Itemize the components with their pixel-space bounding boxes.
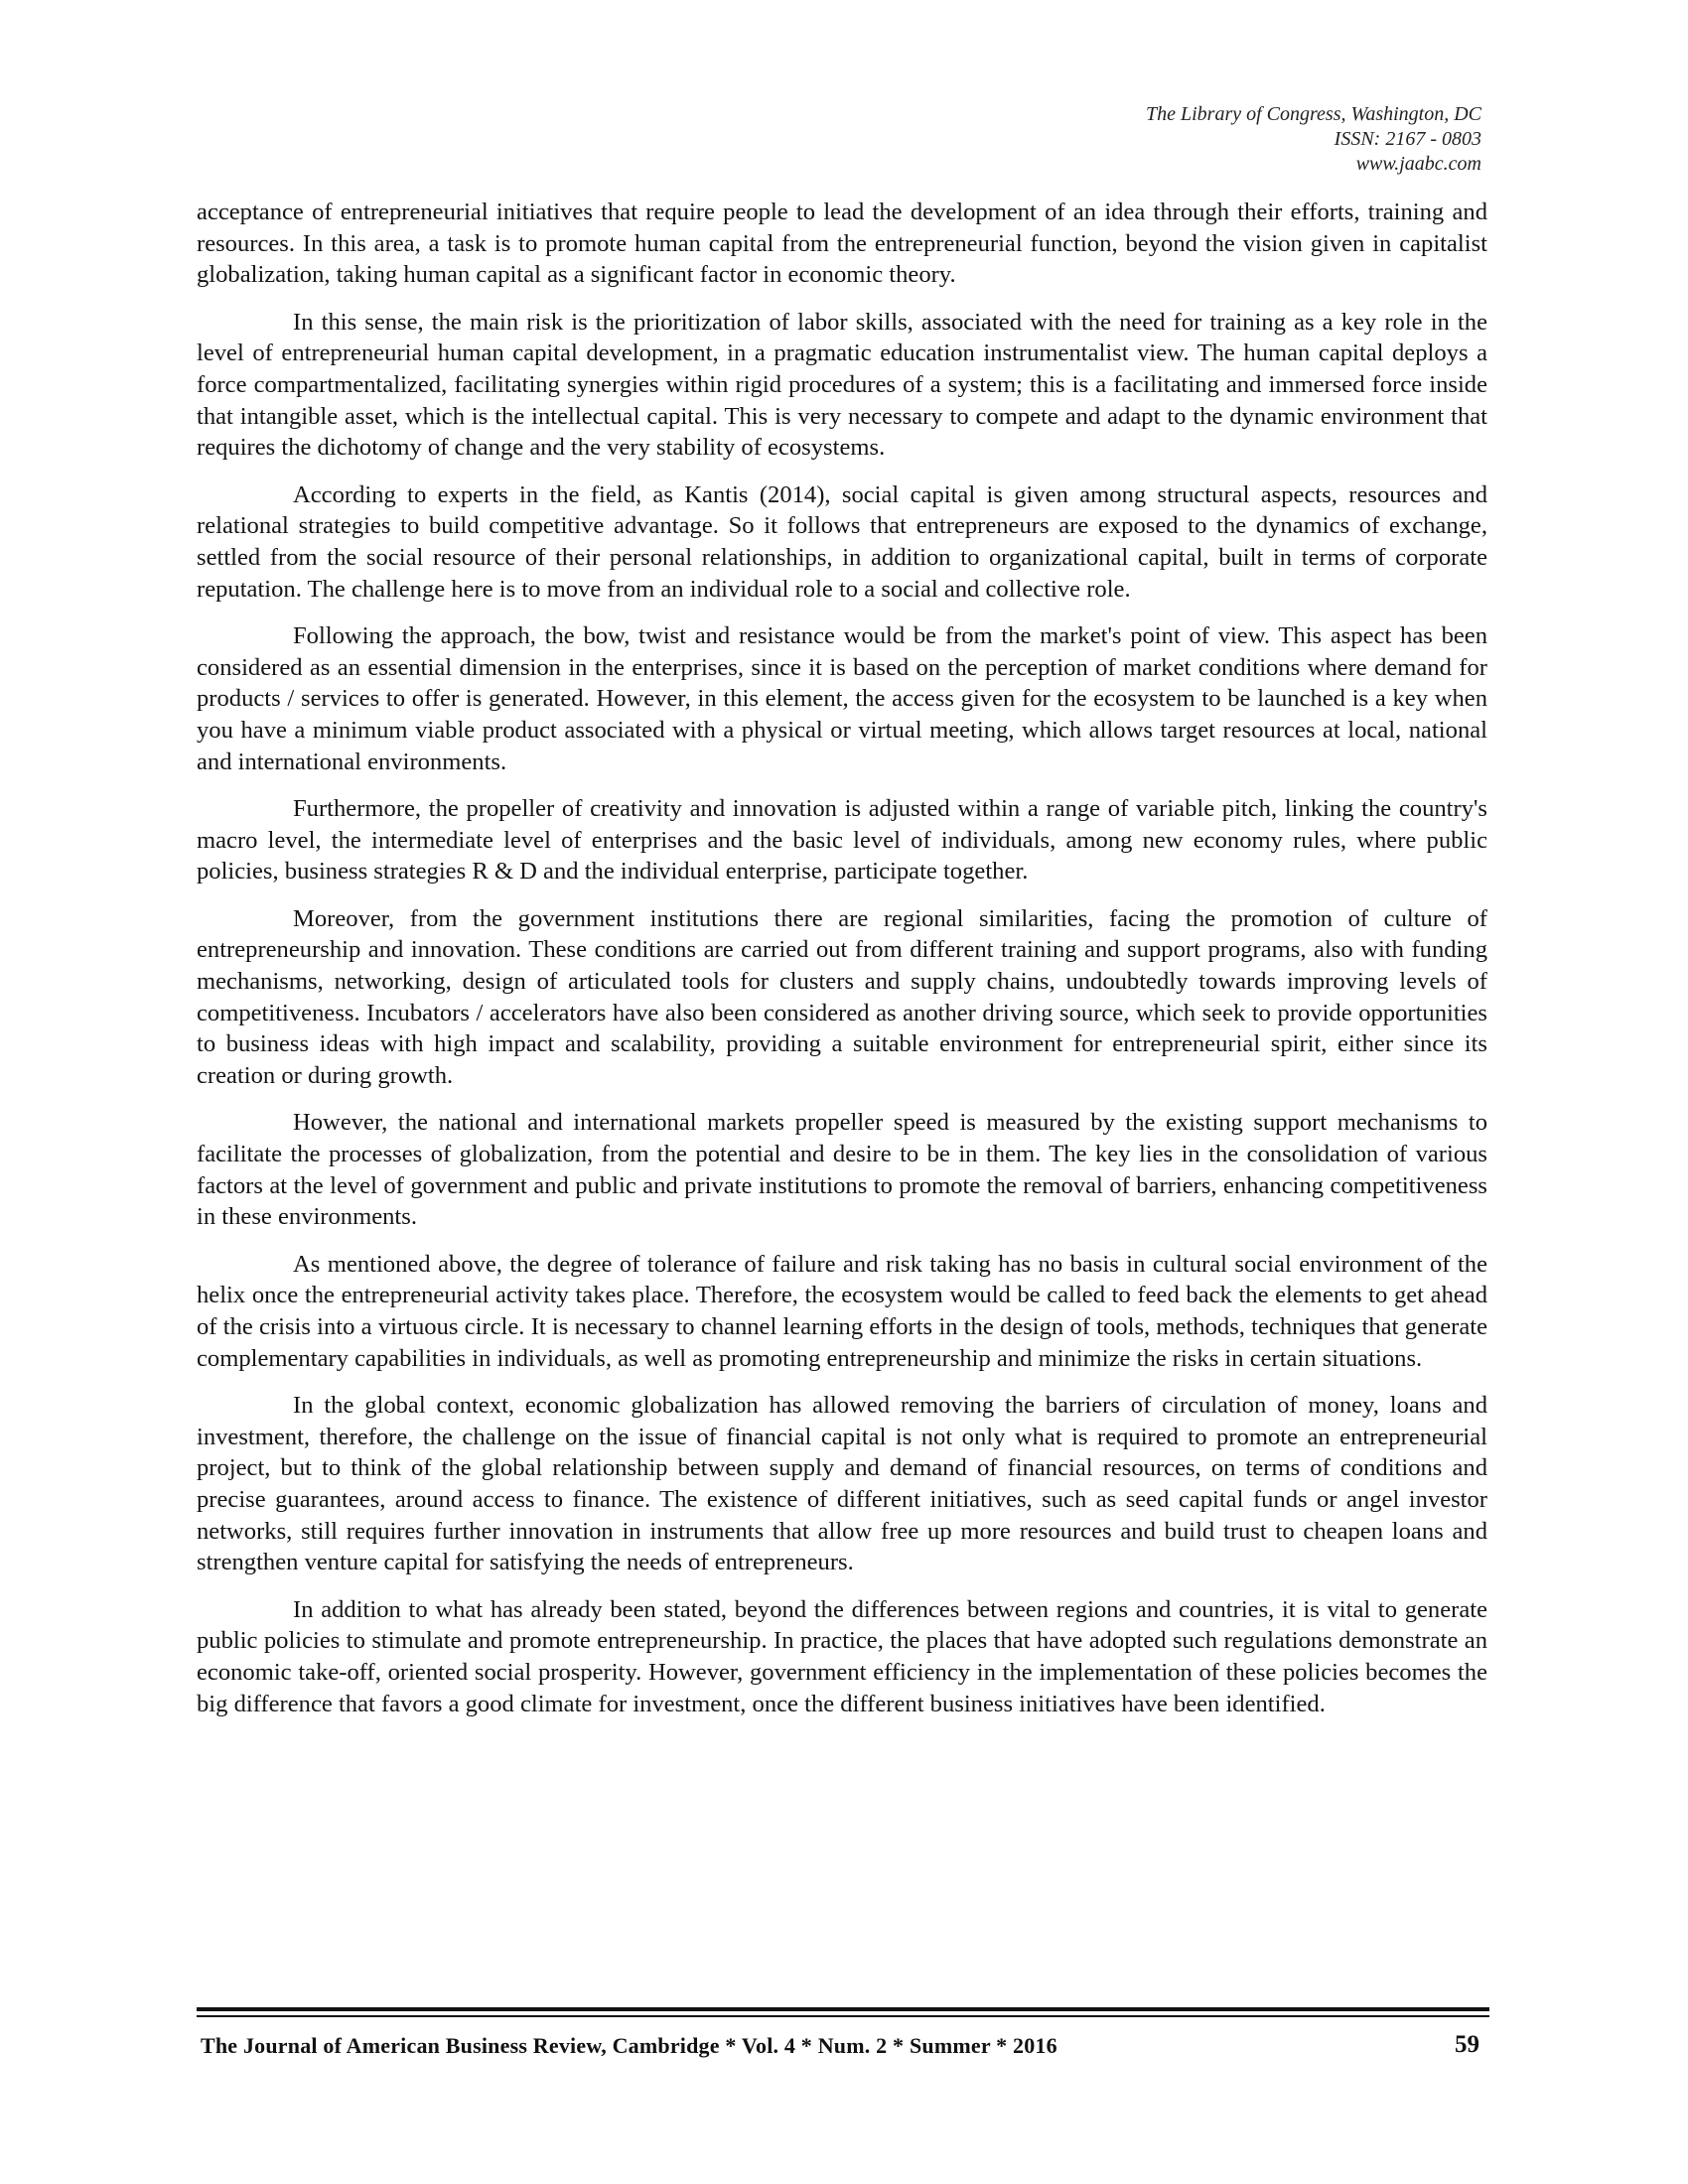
page-number: 59	[1455, 2031, 1479, 2058]
footer-rule-thin	[197, 2015, 1489, 2017]
paragraph-4: Following the approach, the bow, twist and resistance would be from the market's point of view. This aspect has been considered as an essential dimension in the enterprises, since it is based on the perception of market conditions where demand for products / services to offer is generated. However, in this element, the access given for the ecosystem to be launched is a key when you have a minimum viable product associated with a physical or virtual meeting, which allows target resources at local, national and international environments.	[197, 622, 1487, 775]
paragraph-7: However, the national and international markets propeller speed is measured by the existing support mechanisms to facilitate the processes of globalization, from the potential and desire to be in them. The key lies in the consolidation of various factors at the level of government and public and private institutions to promote the removal of barriers, enhancing competitiveness in these environments.	[197, 1109, 1487, 1231]
paragraph-9: In the global context, economic globalization has allowed removing the barriers of circulation of money, loans and investment, therefore, the challenge on the issue of financial capital is not only what is required to promote an entrepreneurial project, but to think of the global relationship between supply and demand of financial resources, on terms of conditions and precise guarantees, around access to finance. The existence of different initiatives, such as seed capital funds or angel investor networks, still requires further innovation in instruments that allow free up more resources and build trust to cheapen loans and strengthen venture capital for satisfying the needs of entrepreneurs.	[197, 1392, 1487, 1576]
header-library: The Library of Congress, Washington, DC	[1145, 103, 1481, 125]
paragraph-5: Furthermore, the propeller of creativity and innovation is adjusted within a range of variable pitch, linking the country's macro level, the intermediate level of enterprises and the basic level of individuals, among new economy rules, where public policies, business strategies R & D and the individual enterprise, participate together.	[197, 795, 1487, 886]
article-body	[197, 197, 1487, 1735]
running-header	[1146, 102, 1481, 177]
header-issn: ISSN: 2167 - 0803	[1334, 128, 1481, 150]
footer-rule-thick	[197, 2007, 1489, 2011]
footer-journal-citation: The Journal of American Business Review, Cambridge * Vol. 4 * Num. 2 * Summer * 2016	[201, 2033, 1057, 2058]
paragraph-8: As mentioned above, the degree of tolerance of failure and risk taking has no basis in cultural social environment of the helix once the entrepreneurial activity takes place. Therefore, the ecosystem would be called to feed back the elements to get ahead of the crisis into a virtuous circle. It is necessary to channel learning efforts in the design of tools, methods, techniques that generate complementary capabilities in individuals, as well as promoting entrepreneurship and minimize the risks in certain situations.	[197, 1250, 1487, 1372]
paragraph-6: Moreover, from the government institutions there are regional similarities, facing the promotion of culture of entrepreneurship and innovation. These conditions are carried out from different training and support programs, also with funding mechanisms, networking, design of articulated tools for clusters and supply chains, undoubtedly towards improving levels of competitiveness. Incubators / accelerators have also been considered as another driving source, which seek to provide opportunities to business ideas with high impact and scalability, providing a suitable environment for entrepreneurial spirit, either since its creation or during growth.	[197, 904, 1487, 1089]
header-website: www.jaabc.com	[1355, 153, 1481, 175]
paragraph-10: In addition to what has already been stated, beyond the differences between regions and countries, it is vital to generate public policies to stimulate and promote entrepreneurship. In practice, the places that have adopted such regulations demonstrate an economic take-off, oriented social prosperity. However, government efficiency in the implementation of these policies becomes the big difference that favors a good climate for investment, once the different business initiatives have been identified.	[197, 1595, 1487, 1717]
paragraph-1: acceptance of entrepreneurial initiatives that require people to lead the development of an idea through their efforts, training and resources. In this area, a task is to promote human capital from the entrepreneurial function, beyond the vision given in capitalist globalization, taking human capital as a significant factor in economic theory.	[197, 199, 1487, 289]
paragraph-2: In this sense, the main risk is the prioritization of labor skills, associated with the need for training as a key role in the level of entrepreneurial human capital development, in a pragmatic education instrumentalist view. The human capital deploys a force compartmentalized, facilitating synergies within rigid procedures of a system; this is a facilitating and immersed force inside that intangible asset, which is the intellectual capital. This is very necessary to compete and adapt to the dynamic environment that requires the dichotomy of change and the very stability of ecosystems.	[197, 308, 1487, 462]
paragraph-3: According to experts in the field, as Kantis (2014), social capital is given among structural aspects, resources and relational strategies to build competitive advantage. So it follows that entrepreneurs are exposed to the dynamics of exchange, settled from the social resource of their personal relationships, in addition to organizational capital, built in terms of corporate reputation. The challenge here is to move from an individual role to a social and collective role.	[197, 480, 1487, 603]
